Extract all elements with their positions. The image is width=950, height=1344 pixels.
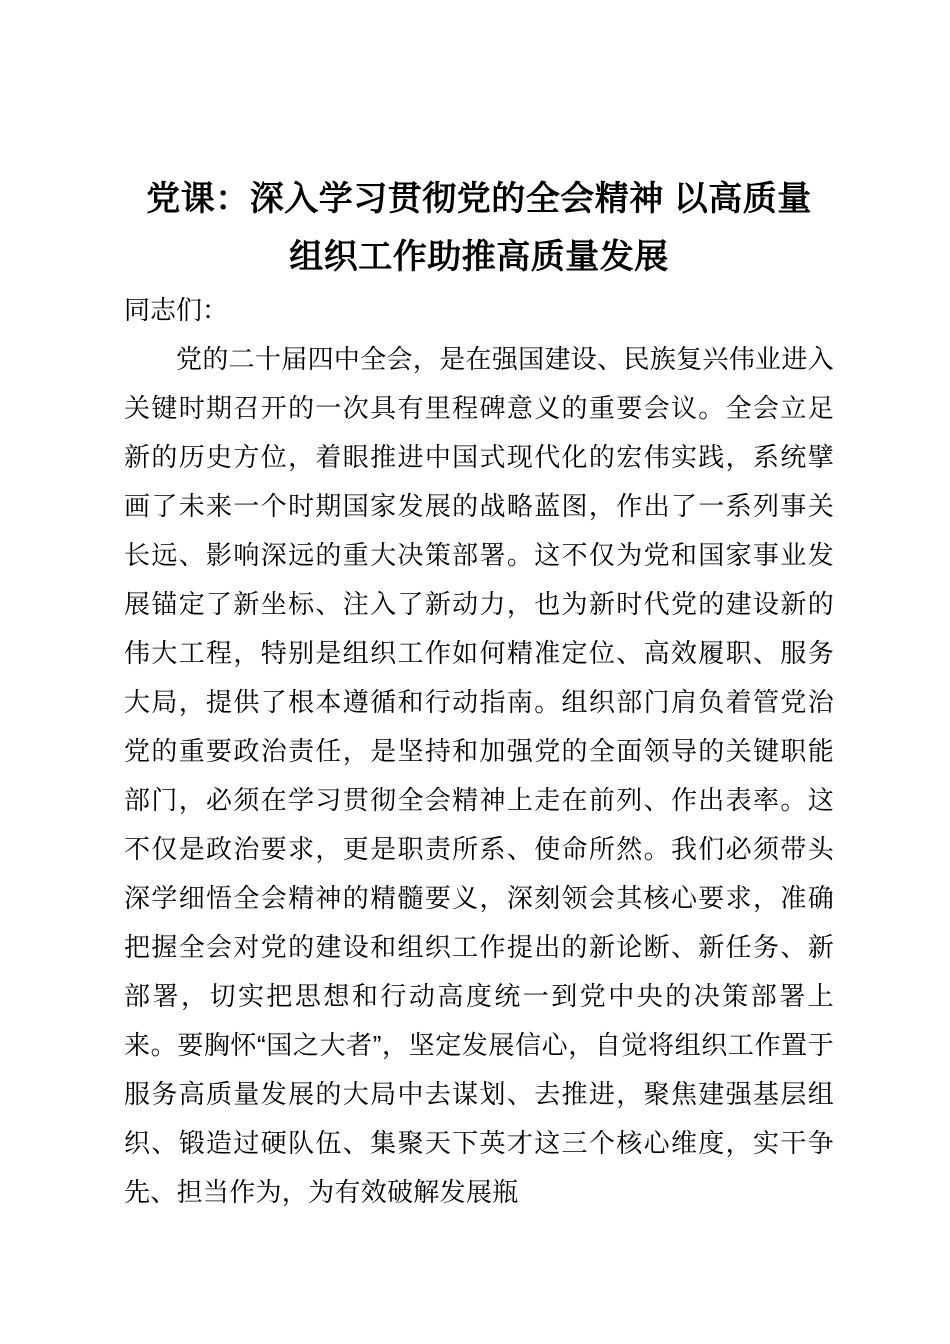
document-title-line-2: 组织工作助推高质量发展 <box>289 238 669 276</box>
body-paragraph: 党的二十届四中全会，是在强国建设、民族复兴伟业进入关键时期召开的一次具有里程碑意义的重要会议。全会立足新的历史方位，着眼推进中国式现代化的宏伟实践，系统擘画了未来一个时期国家发展的战略蓝图，作出了一系列事关长远、影响深远的重大决策部署。这不仅为党和国家事业发展锚定了新坐标、注入了新动力，也为新时代党的建设新的伟大工程，特别是组织工作如何精准定位、高效履职、服务大局，提供了根本遵循和行动指南。组织部门肩负着管党治党的重要政治责任，是坚持和加强党的全面领导的关键职能部门，必须在学习贯彻全会精神上走在前列、作出表率。这不仅是政治要求，更是职责所系、使命所然。我们必须带头深学细悟全会精神的精髓要义，深刻领会其核心要求，准确把握全会对党的建设和组织工作提出的新论断、新任务、新部署，切实把思想和行动高度统一到党中央的决策部署上来。要胸怀“国之大者”，坚定发展信心，自觉将组织工作置于服务高质量发展的大局中去谋划、去推进，聚焦建强基层组织、锻造过硬队伍、集聚天下英才这三个核心维度，实干争先、担当作为，为有效破解发展瓶 <box>124 344 834 1207</box>
document-title-line-1: 党课：深入学习贯彻党的全会精神 以高质量 <box>146 180 812 218</box>
document-title <box>124 170 834 286</box>
salutation: 同志们： <box>124 295 229 325</box>
